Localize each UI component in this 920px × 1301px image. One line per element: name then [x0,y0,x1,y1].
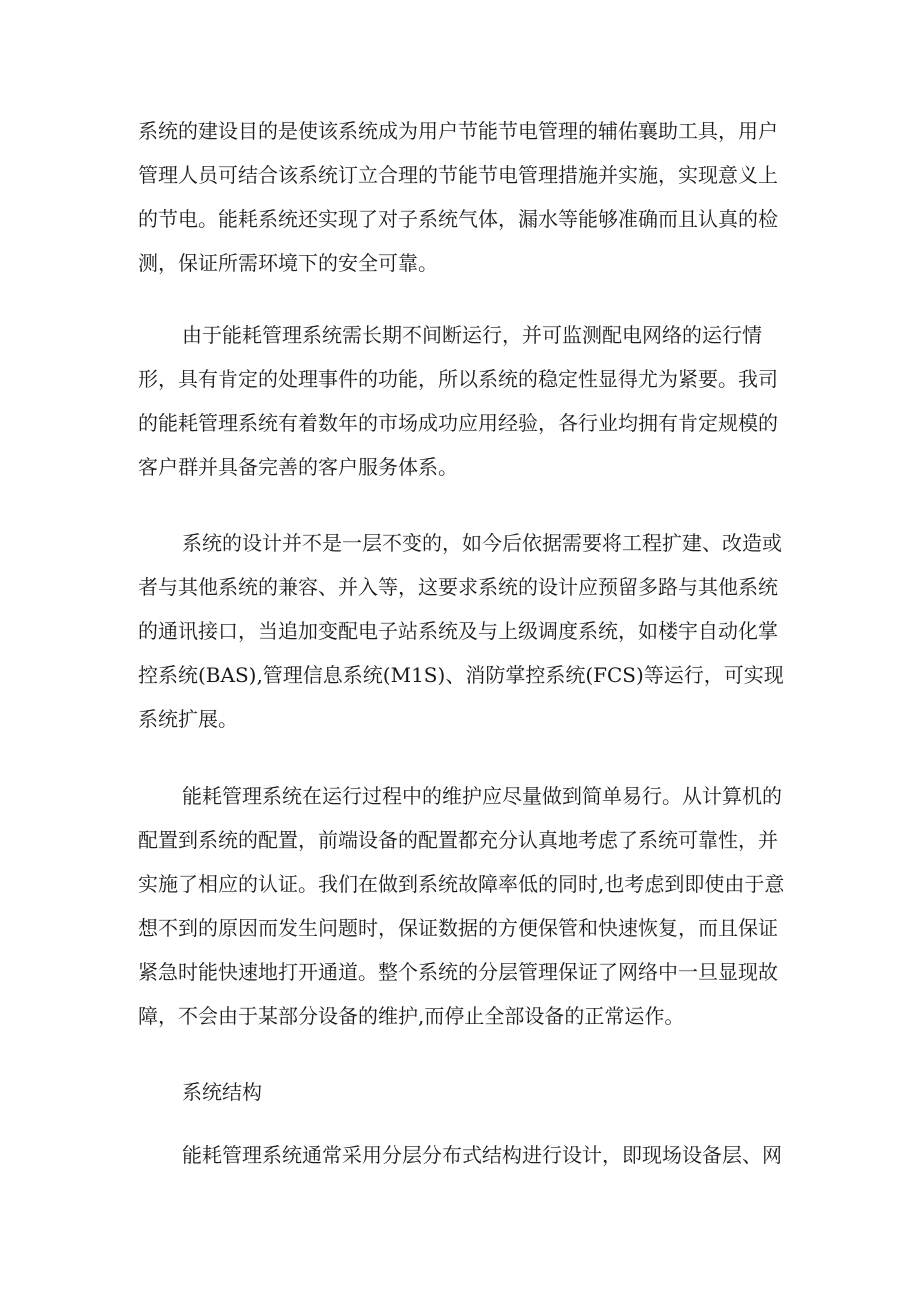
paragraph-2-line-4: 客户群并具备完善的客户服务体系。 [138,455,458,479]
paragraph-3-line-2: 者与其他系统的兼容、并入等，这要求系统的设计应预留多路与其他系统 [138,575,778,599]
section-heading: 系统结构 [182,1080,262,1104]
paragraph-4-line-4: 想不到的原因而发生问题时，保证数据的方便保管和快速恢复，而且保证 [138,916,778,940]
paragraph-4-line-3: 实施了相应的认证。我们在做到系统故障率低的同时,也考虑到即使由于意 [138,872,785,896]
paragraph-4-line-2: 配置到系统的配置，前端设备的配置都充分认真地考虑了系统可靠性，并 [138,828,778,852]
paragraph-2-line-1: 由于能耗管理系统需长期不间断运行，并可监测配电网络的运行情 [182,323,762,347]
paragraph-1-line-1: 系统的建设目的是使该系统成为用户节能节电管理的辅佑襄助工具，用户 [138,119,778,143]
paragraph-2-line-3: 的能耗管理系统有着数年的市场成功应用经验，各行业均拥有肯定规模的 [138,411,778,435]
paragraph-3-line-5: 系统扩展。 [138,707,238,731]
paragraph-1-line-2: 管理人员可结合该系统订立合理的节能节电管理措施并实施，实现意义上 [138,163,778,187]
paragraph-4-line-1: 能耗管理系统在运行过程中的维护应尽量做到简单易行。从计算机的 [182,784,782,808]
paragraph-1-line-4: 测，保证所需环境下的安全可靠。 [138,251,438,275]
paragraph-1-line-3: 的节电。能耗系统还实现了对子系统气体，漏水等能够准确而且认真的检 [138,207,778,231]
paragraph-4-line-5: 紧急时能快速地打开通道。整个系统的分层管理保证了网络中一旦显现故 [138,960,778,984]
paragraph-4-line-6: 障，不会由于某部分设备的维护,而停止全部设备的正常运作。 [138,1004,685,1028]
paragraph-3-line-3: 的通讯接口，当追加变配电子站系统及与上级调度系统，如楼宇自动化掌 [138,619,778,643]
paragraph-3-line-4: 控系统(BAS),管理信息系统(M1S)、消防掌控系统(FCS)等运行，可实现 [138,663,784,687]
paragraph-5-line-1: 能耗管理系统通常采用分层分布式结构进行设计，即现场设备层、网 [182,1143,782,1167]
paragraph-3-line-1: 系统的设计并不是一层不变的，如今后依据需要将工程扩建、改造或 [182,531,782,555]
paragraph-2-line-2: 形，具有肯定的处理事件的功能，所以系统的稳定性显得尤为紧要。我司 [138,367,778,391]
